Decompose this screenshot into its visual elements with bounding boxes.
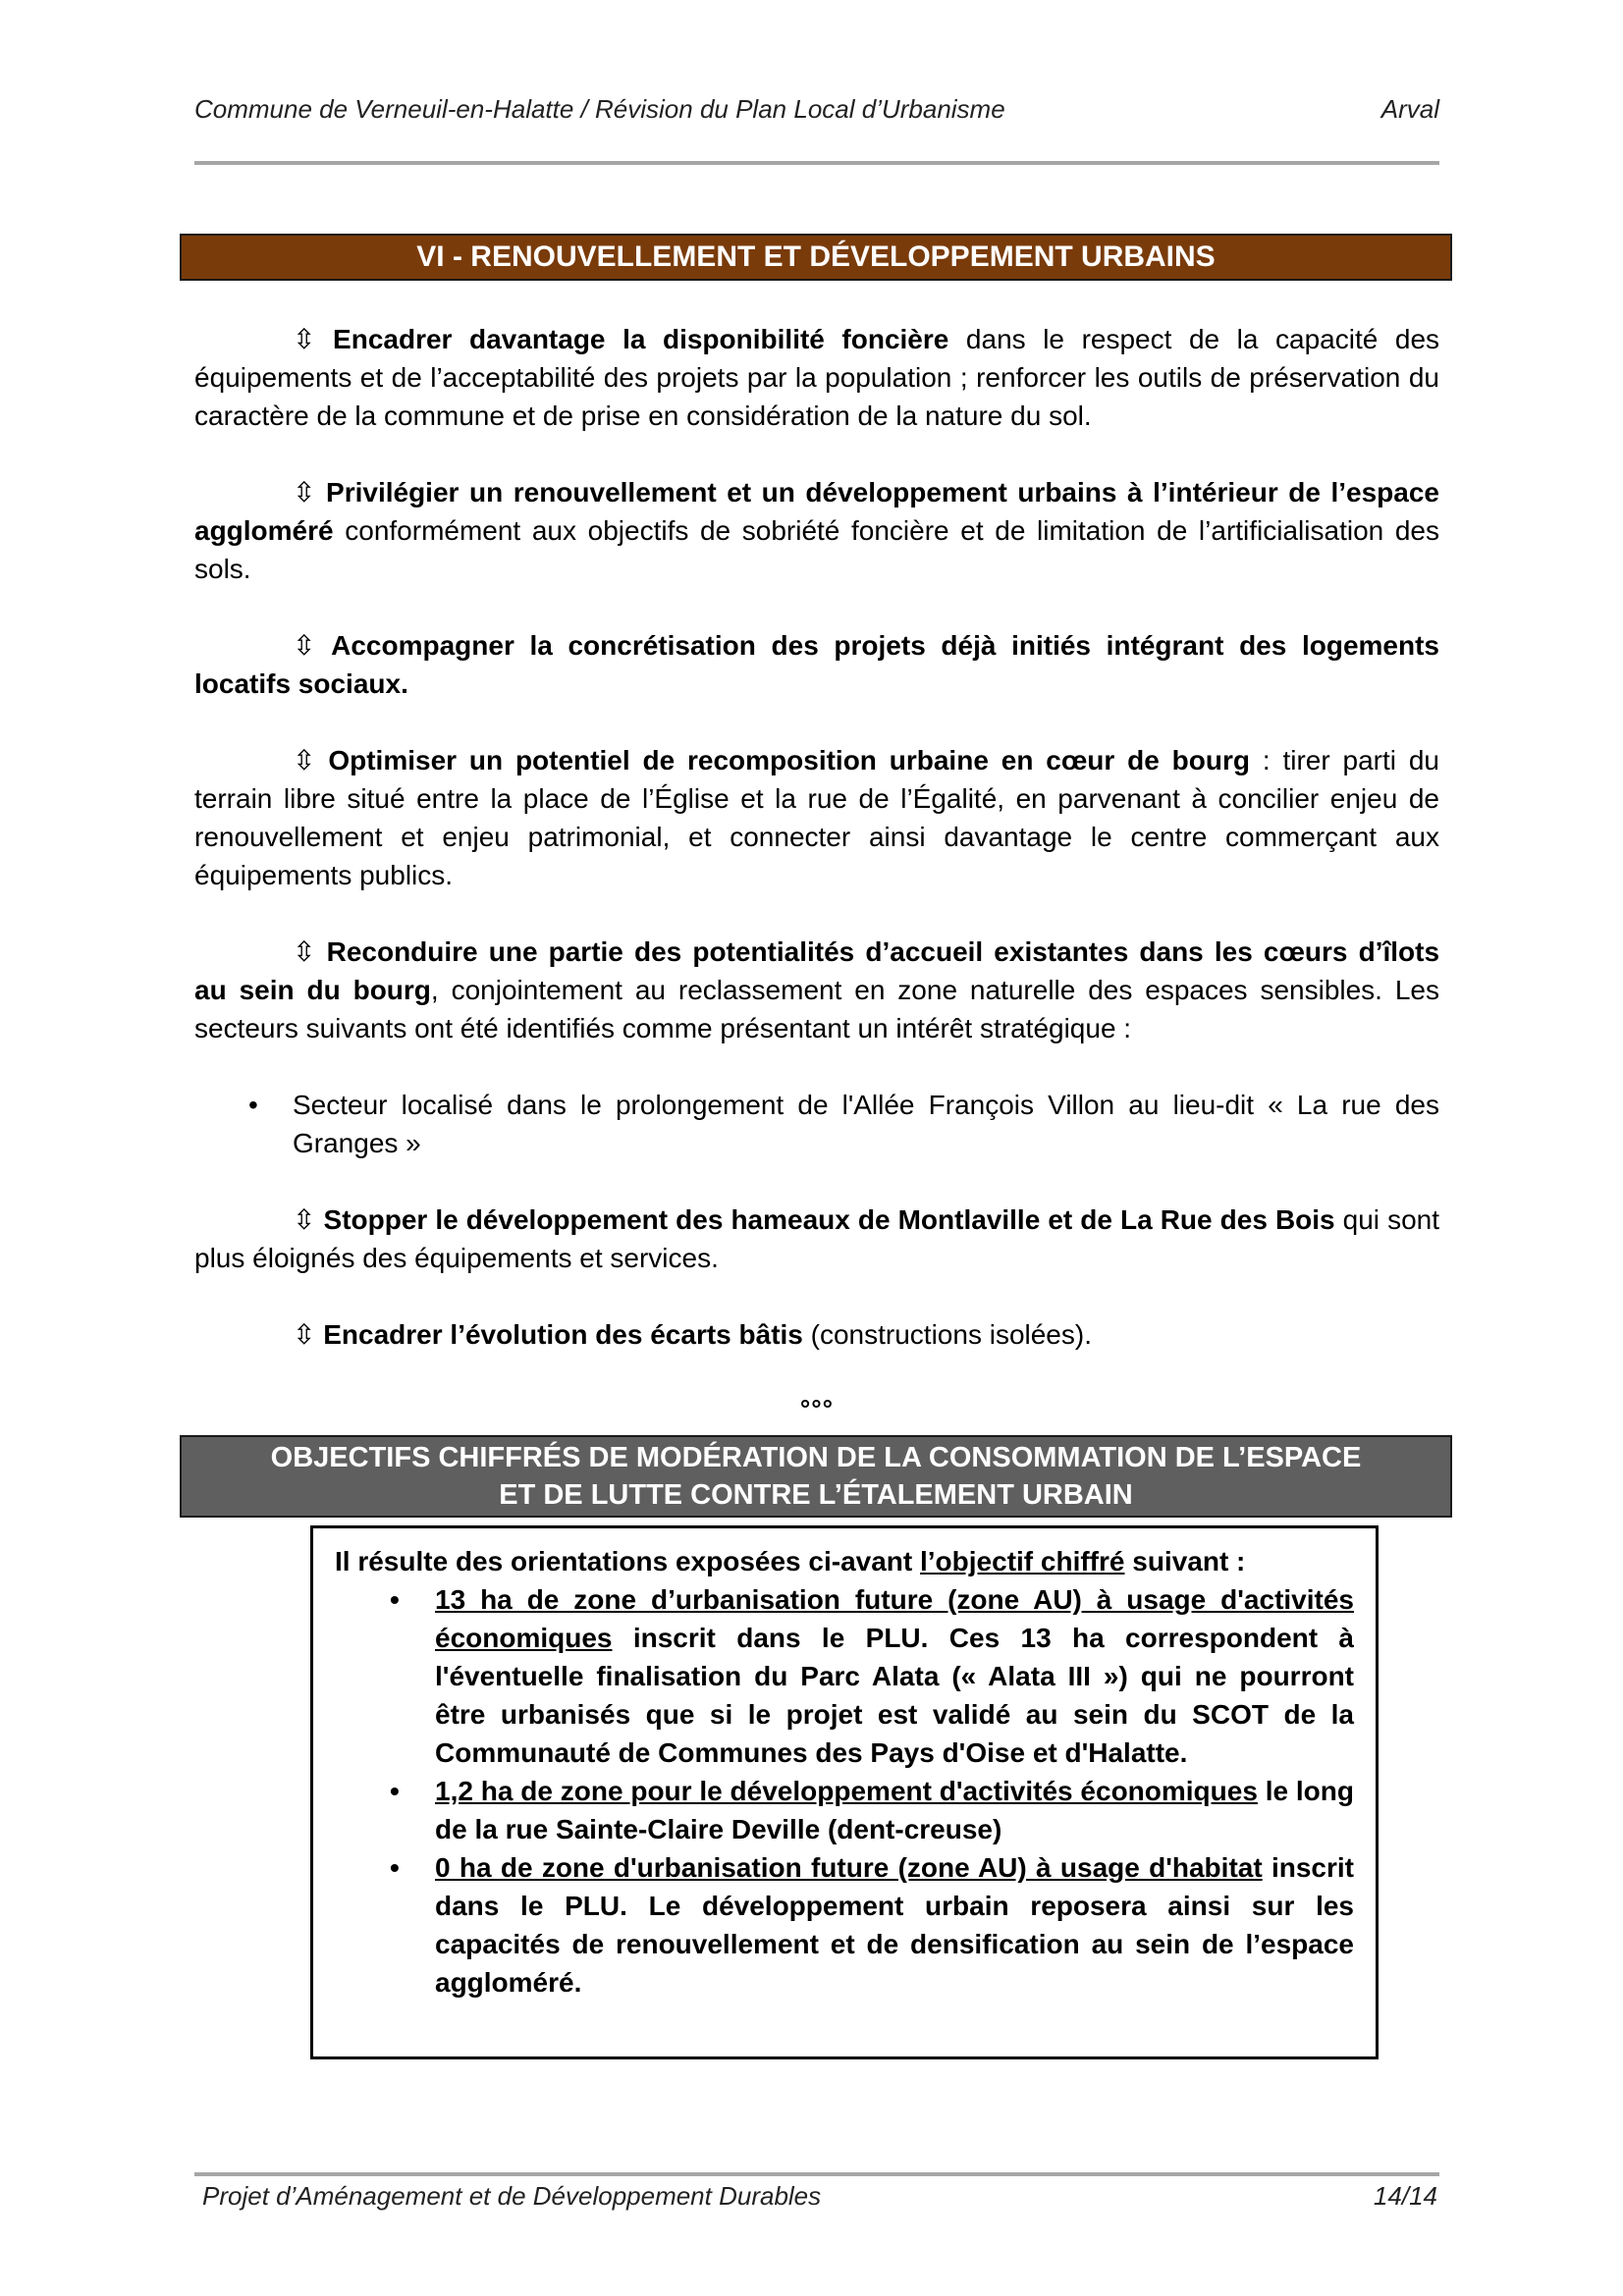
objective-1-figure: 13 ha de zone d’urbanisation future (zone AU) à usage d'activités économiques: [435, 1584, 1354, 1653]
section-title: VI - RENOUVELLEMENT ET DÉVELOPPEMENT URBAINS: [416, 240, 1216, 273]
orientation-5-text: , conjointement au reclassement en zone naturelle des espaces sensibles. Les secteurs suivants ont été identifiés comme présentant un intérêt stratégique :: [194, 975, 1439, 1043]
page-number: 14/14: [1373, 2181, 1437, 2211]
orientation-paragraph-5: [194, 933, 1439, 1047]
objectives-title-line-2: ET DE LUTTE CONTRE L’ÉTALEMENT URBAIN: [499, 1479, 1133, 1511]
orientation-4-text: : tirer parti du terrain libre situé entre la place de l’Église et la rue de l’Égalité, en parvenant à concilier enjeu de renouvellement et enjeu patrimonial, et connecter ainsi davantage le centre commerçant aux équipements publics.: [194, 745, 1439, 890]
sector-text: Secteur localisé dans le prolongement de l'Allée François Villon au lieu-dit « La rue des Granges »: [293, 1090, 1439, 1158]
header-document-title: Commune de Verneuil-en-Halatte / Révision du Plan Local d’Urbanisme: [194, 94, 1005, 124]
orientation-2-text: conformément aux objectifs de sobriété foncière et de limitation de l’artificialisation des sols.: [194, 515, 1439, 584]
arrow-icon: ⇳: [293, 936, 316, 967]
list-item: [194, 1086, 1439, 1162]
objectives-intro: [335, 1542, 1354, 1580]
objective-1-text: inscrit dans le PLU. Ces 13 ha correspondent à l'éventuelle finalisation du Parc Alata (« Alata III ») qui ne pourront être urbanisés que si le projet est validé au sein du SCOT de la Communauté de Communes des Pays d'Oise et d'Halatte.: [435, 1623, 1354, 1768]
orientation-6-text: qui sont plus éloignés des équipements et services.: [194, 1204, 1439, 1273]
header-author: Arval: [1380, 94, 1439, 124]
objective-3-figure: 0 ha de zone d'urbanisation future (zone AU) à usage d'habitat: [435, 1852, 1263, 1883]
bullet-icon: •: [248, 1090, 258, 1120]
arrow-icon: ⇳: [293, 477, 316, 507]
sector-list: [194, 1086, 1439, 1162]
arrow-icon: ⇳: [293, 1204, 316, 1235]
footer-rule: [194, 2172, 1439, 2176]
objectives-list: [335, 1580, 1354, 2002]
orientation-paragraph-2: [194, 473, 1439, 588]
arrow-icon: ⇳: [293, 324, 316, 354]
objectives-title-line-1: OBJECTIFS CHIFFRÉS DE MODÉRATION DE LA CONSOMMATION DE L’ESPACE: [270, 1442, 1362, 1473]
orientation-paragraph-7: [194, 1315, 1439, 1354]
arrow-icon: ⇳: [293, 630, 316, 661]
objectives-intro-start: Il résulte des orientations exposées ci-avant: [335, 1546, 920, 1576]
list-item: [335, 1580, 1354, 1772]
page-header: [194, 94, 1439, 125]
body-text: [194, 320, 1439, 1392]
list-item: [335, 1848, 1354, 2002]
orientation-3-heading: Accompagner la concrétisation des projets déjà initiés intégrant des logements locatifs sociaux.: [194, 630, 1439, 699]
section-title-bar: [180, 234, 1452, 281]
orientation-7-text: (constructions isolées).: [802, 1319, 1092, 1350]
objective-3-text: inscrit dans le PLU. Le développement urbain reposera ainsi sur les capacités de renouvellement et de densification au sein de l’espace aggloméré.: [435, 1852, 1354, 1998]
section-separator: °°°: [799, 1394, 835, 1423]
orientation-1-heading: Encadrer davantage la disponibilité foncière: [333, 324, 949, 354]
bullet-icon: •: [390, 1852, 400, 1883]
arrow-icon: ⇳: [293, 1319, 316, 1350]
orientation-paragraph-6: [194, 1201, 1439, 1277]
bullet-icon: •: [390, 1776, 400, 1806]
objectives-box: [310, 1525, 1379, 2059]
bullet-icon: •: [390, 1584, 400, 1615]
orientation-5-heading: Reconduire une partie des potentialités d’accueil existantes dans les cœurs d’îlots au sein du bourg: [194, 936, 1440, 1005]
objectives-intro-end: suivant :: [1124, 1546, 1246, 1576]
orientation-1-text: dans le respect de la capacité des équipements et de l’acceptabilité des projets par la population ; renforcer les outils de préservation du caractère de la commune et de prise en considération de la nature du sol.: [194, 324, 1440, 431]
orientation-paragraph-4: [194, 741, 1439, 894]
orientation-6-heading: Stopper le développement des hameaux de Montlaville et de La Rue des Bois: [323, 1204, 1335, 1235]
orientation-2-heading: Privilégier un renouvellement et un développement urbains à l’intérieur de l’espace aggloméré: [194, 477, 1439, 546]
objective-2-figure: 1,2 ha de zone pour le développement d'activités économiques: [435, 1776, 1258, 1806]
arrow-icon: ⇳: [293, 745, 316, 775]
orientation-4-heading: Optimiser un potentiel de recomposition urbaine en cœur de bourg: [328, 745, 1250, 775]
list-item: [335, 1772, 1354, 1848]
footer-document-title: Projet d’Aménagement et de Développement Durables: [202, 2181, 822, 2211]
page-footer: [202, 2181, 1437, 2212]
objectives-title-bar: [180, 1435, 1452, 1518]
orientation-7-heading: Encadrer l’évolution des écarts bâtis: [323, 1319, 803, 1350]
objectives-intro-underlined: l’objectif chiffré: [920, 1546, 1125, 1576]
orientation-paragraph-1: [194, 320, 1439, 435]
header-rule: [194, 161, 1439, 165]
orientation-paragraph-3: [194, 626, 1439, 703]
objective-2-text: le long de la rue Sainte-Claire Deville (dent-creuse): [435, 1776, 1354, 1844]
